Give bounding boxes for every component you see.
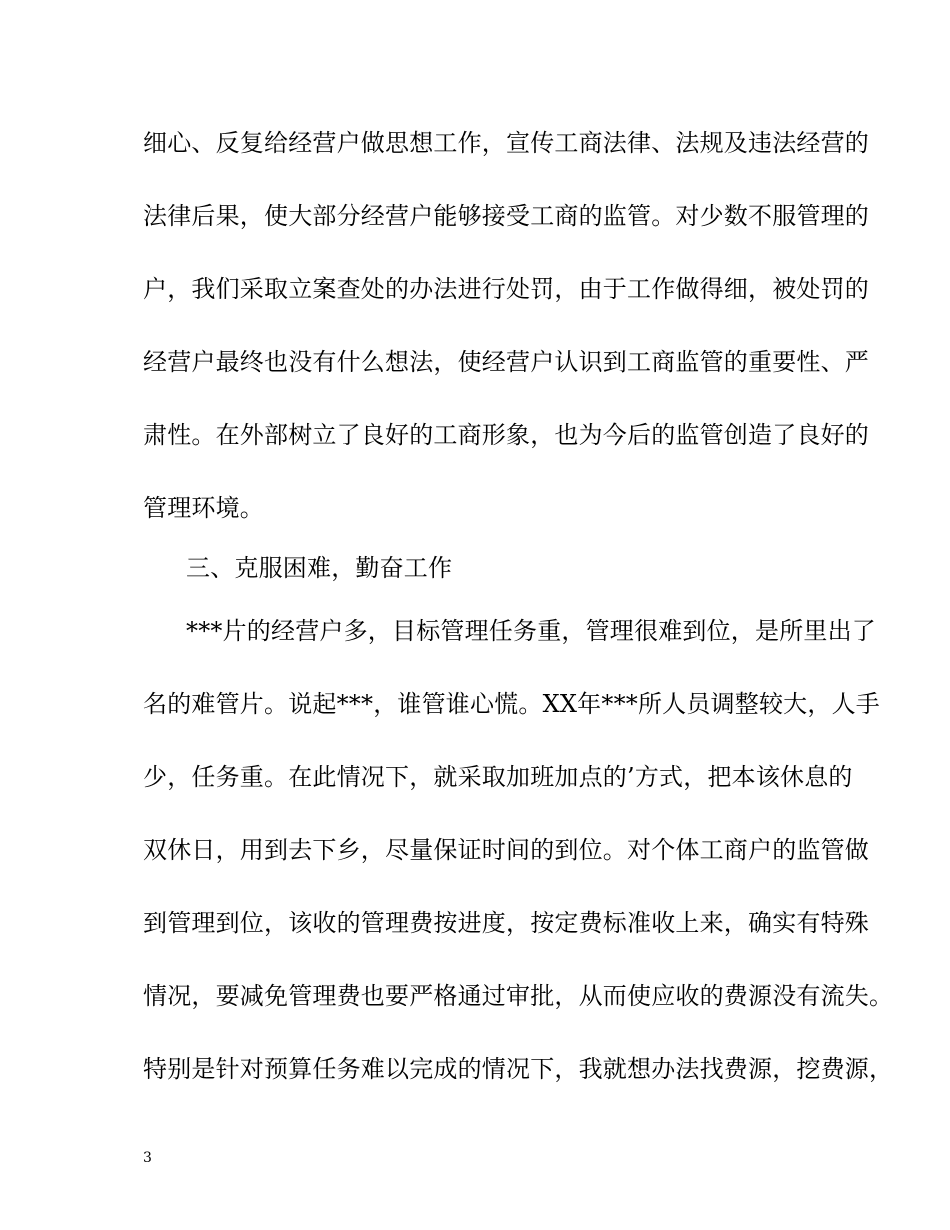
body-text-line: 少，任务重。在此情况下，就采取加班加点的’方式，把本该休息的 bbox=[143, 763, 853, 791]
page-number: 3 bbox=[143, 1150, 152, 1166]
body-text-line: ***片的经营户多，目标管理任务重，管理很难到位，是所里出了 bbox=[186, 617, 876, 645]
body-text-line: 情况，要减免管理费也要严格通过审批，从而使应收的费源没有流失。 bbox=[143, 982, 894, 1010]
body-text-line: 法律后果，使大部分经营户能够接受工商的监管。对少数不服管理的 bbox=[143, 202, 869, 230]
body-text-line: 经营户最终也没有什么想法，使经营户认识到工商监管的重要性、严 bbox=[143, 348, 869, 376]
body-text-line: 名的难管片。说起***，谁管谁心慌。XX年***所人员调整较大，人手 bbox=[143, 690, 880, 718]
body-text-line: 细心、反复给经营户做思想工作，宣传工商法律、法规及违法经营的 bbox=[143, 129, 869, 157]
body-text-line: 双休日，用到去下乡，尽量保证时间的到位。对个体工商户的监管做 bbox=[143, 836, 869, 864]
section-heading: 三、克服困难，勤奋工作 bbox=[186, 554, 453, 582]
body-text-line: 管理环境。 bbox=[143, 494, 264, 522]
body-text-line: 肃性。在外部树立了良好的工商形象，也为今后的监管创造了良好的 bbox=[143, 421, 869, 449]
body-text-line: 到管理到位，该收的管理费按进度，按定费标准收上来，确实有特殊 bbox=[143, 909, 869, 937]
body-text-line: 户，我们采取立案查处的办法进行处罚，由于工作做得细，被处罚的 bbox=[143, 275, 869, 303]
body-text-line: 特别是针对预算任务难以完成的情况下，我就想办法找费源，挖费源， bbox=[143, 1055, 894, 1083]
